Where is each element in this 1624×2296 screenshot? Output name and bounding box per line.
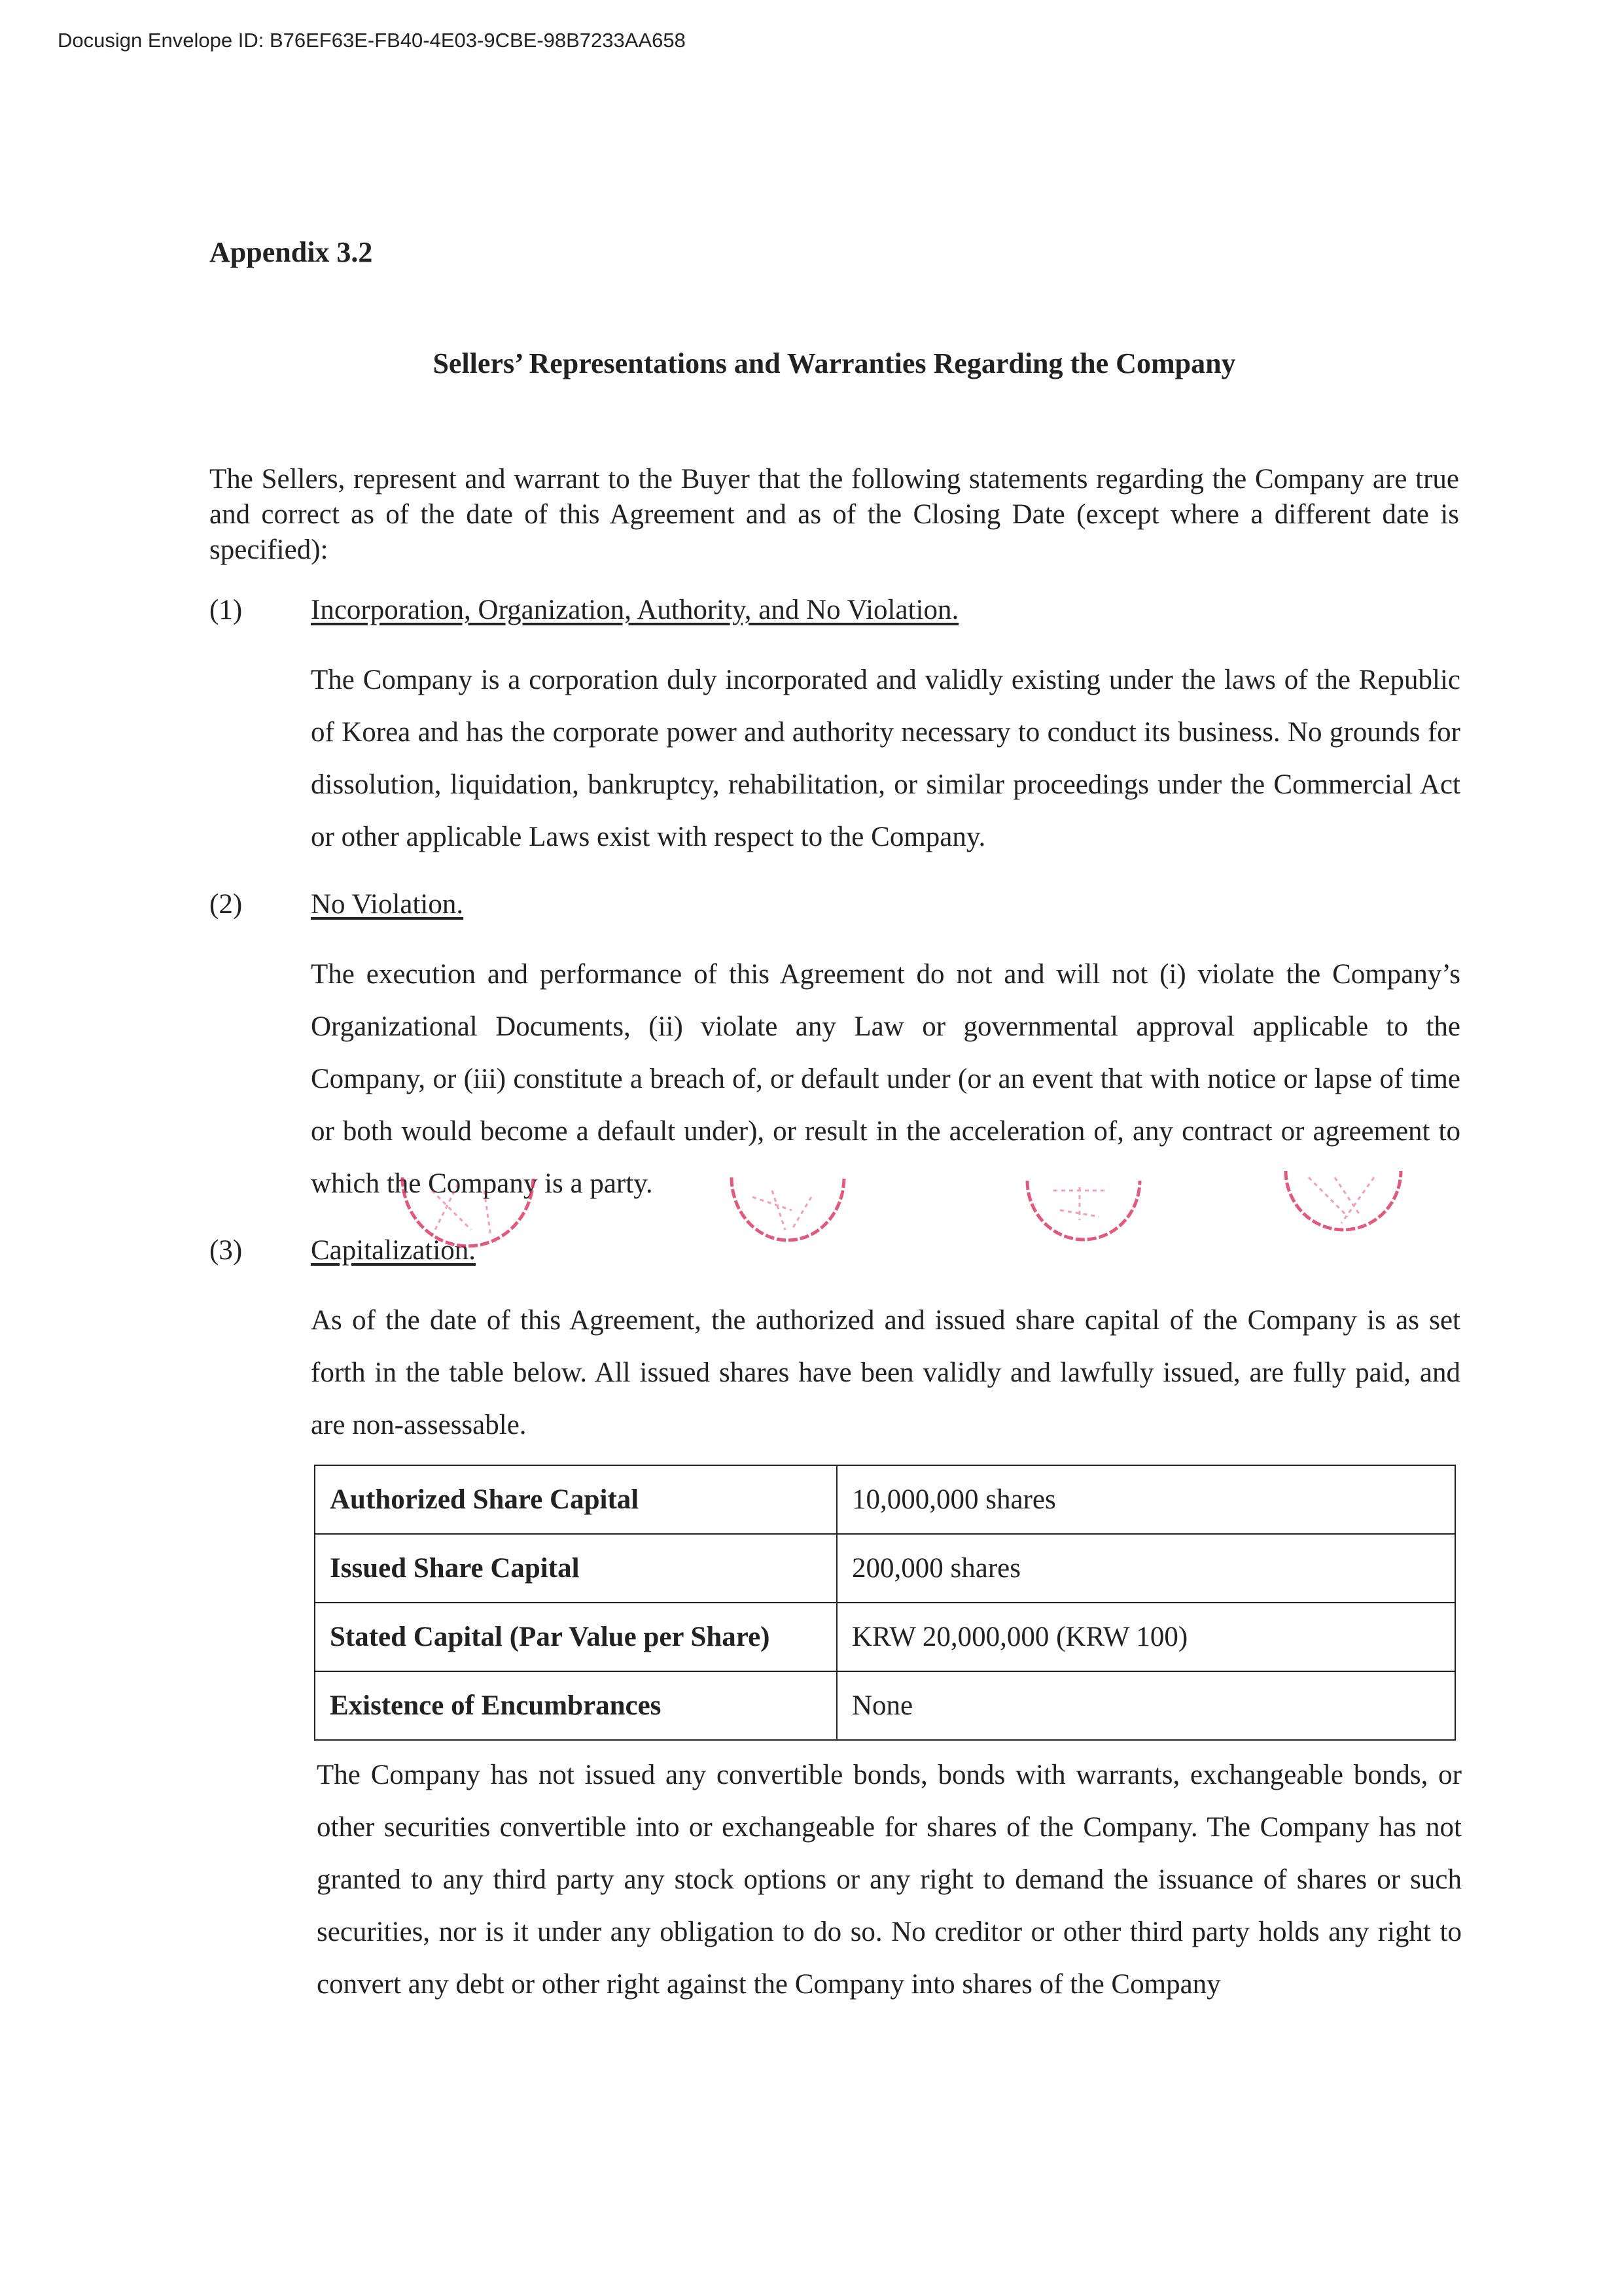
section-number: (3)	[209, 1235, 243, 1266]
section-body: The execution and performance of this Agreement do not and will not (i) violate the Company’s Organizational Documents, (ii) violate any Law or governmental approval applicable to the Company, or (iii) constitute a breach of, or default under (or an event that with notice or lapse of time or both would become a default under), or result in the acceleration of, any contract or agreement to which the Company is a party.	[311, 959, 1460, 1199]
after-table-paragraph: The Company has not issued any convertible bonds, bonds with warrants, exchangeable bonds, or other securities convertible into or exchangeable for shares of the Company. The Company has not granted to any third party any stock options or any right to demand the issuance of shares or such securities, nor is it under any obligation to do so. No creditor or other third party holds any right to convert any debt or other right against the Company into shares of the Company	[317, 1760, 1462, 2000]
row-value: 10,000,000 shares	[837, 1465, 1455, 1534]
appendix-label: Appendix 3.2	[209, 236, 373, 268]
row-value: 200,000 shares	[837, 1534, 1455, 1603]
document-title: Sellers’ Representations and Warranties Regarding the Company	[432, 347, 1236, 379]
intro-paragraph: The Sellers, represent and warrant to the Buyer that the following statements regarding the Company are true and correct as of the date of this Agreement and as of the Closing Date (except where a different date is specified):	[209, 464, 1459, 565]
row-value: KRW 20,000,000 (KRW 100)	[837, 1603, 1455, 1671]
section-body: As of the date of this Agreement, the authorized and issued share capital of the Company is as set forth in the table below. All issued shares have been validly and lawfully issued, are fully paid, and are non-assessable.	[311, 1305, 1460, 1440]
row-label: Stated Capital (Par Value per Share)	[315, 1603, 837, 1671]
section-heading: No Violation.	[311, 889, 464, 920]
section-body: The Company is a corporation duly incorporated and validly existing under the laws of the Republic of Korea and has the corporate power and authority necessary to conduct its business. No grounds for dissolution, liquidation, bankruptcy, rehabilitation, or similar proceedings under the Commercial Act or other applicable Laws exist with respect to the Company.	[311, 665, 1460, 852]
table-row	[315, 1671, 1455, 1740]
table-row	[315, 1603, 1455, 1671]
table-row	[315, 1534, 1455, 1603]
table-row	[315, 1465, 1455, 1534]
row-label: Authorized Share Capital	[315, 1465, 837, 1534]
row-label: Existence of Encumbrances	[315, 1671, 837, 1740]
section-number: (2)	[209, 889, 243, 920]
row-value: None	[837, 1671, 1455, 1740]
share-capital-table	[314, 1465, 1456, 1741]
row-label: Issued Share Capital	[315, 1534, 837, 1603]
section-heading: Capitalization.	[311, 1235, 476, 1266]
section-number: (1)	[209, 595, 243, 625]
docusign-envelope-id: Docusign Envelope ID: B76EF63E-FB40-4E03-9CBE-98B7233AA658	[58, 29, 686, 52]
section-heading: Incorporation, Organization, Authority, and No Violation.	[311, 595, 959, 625]
